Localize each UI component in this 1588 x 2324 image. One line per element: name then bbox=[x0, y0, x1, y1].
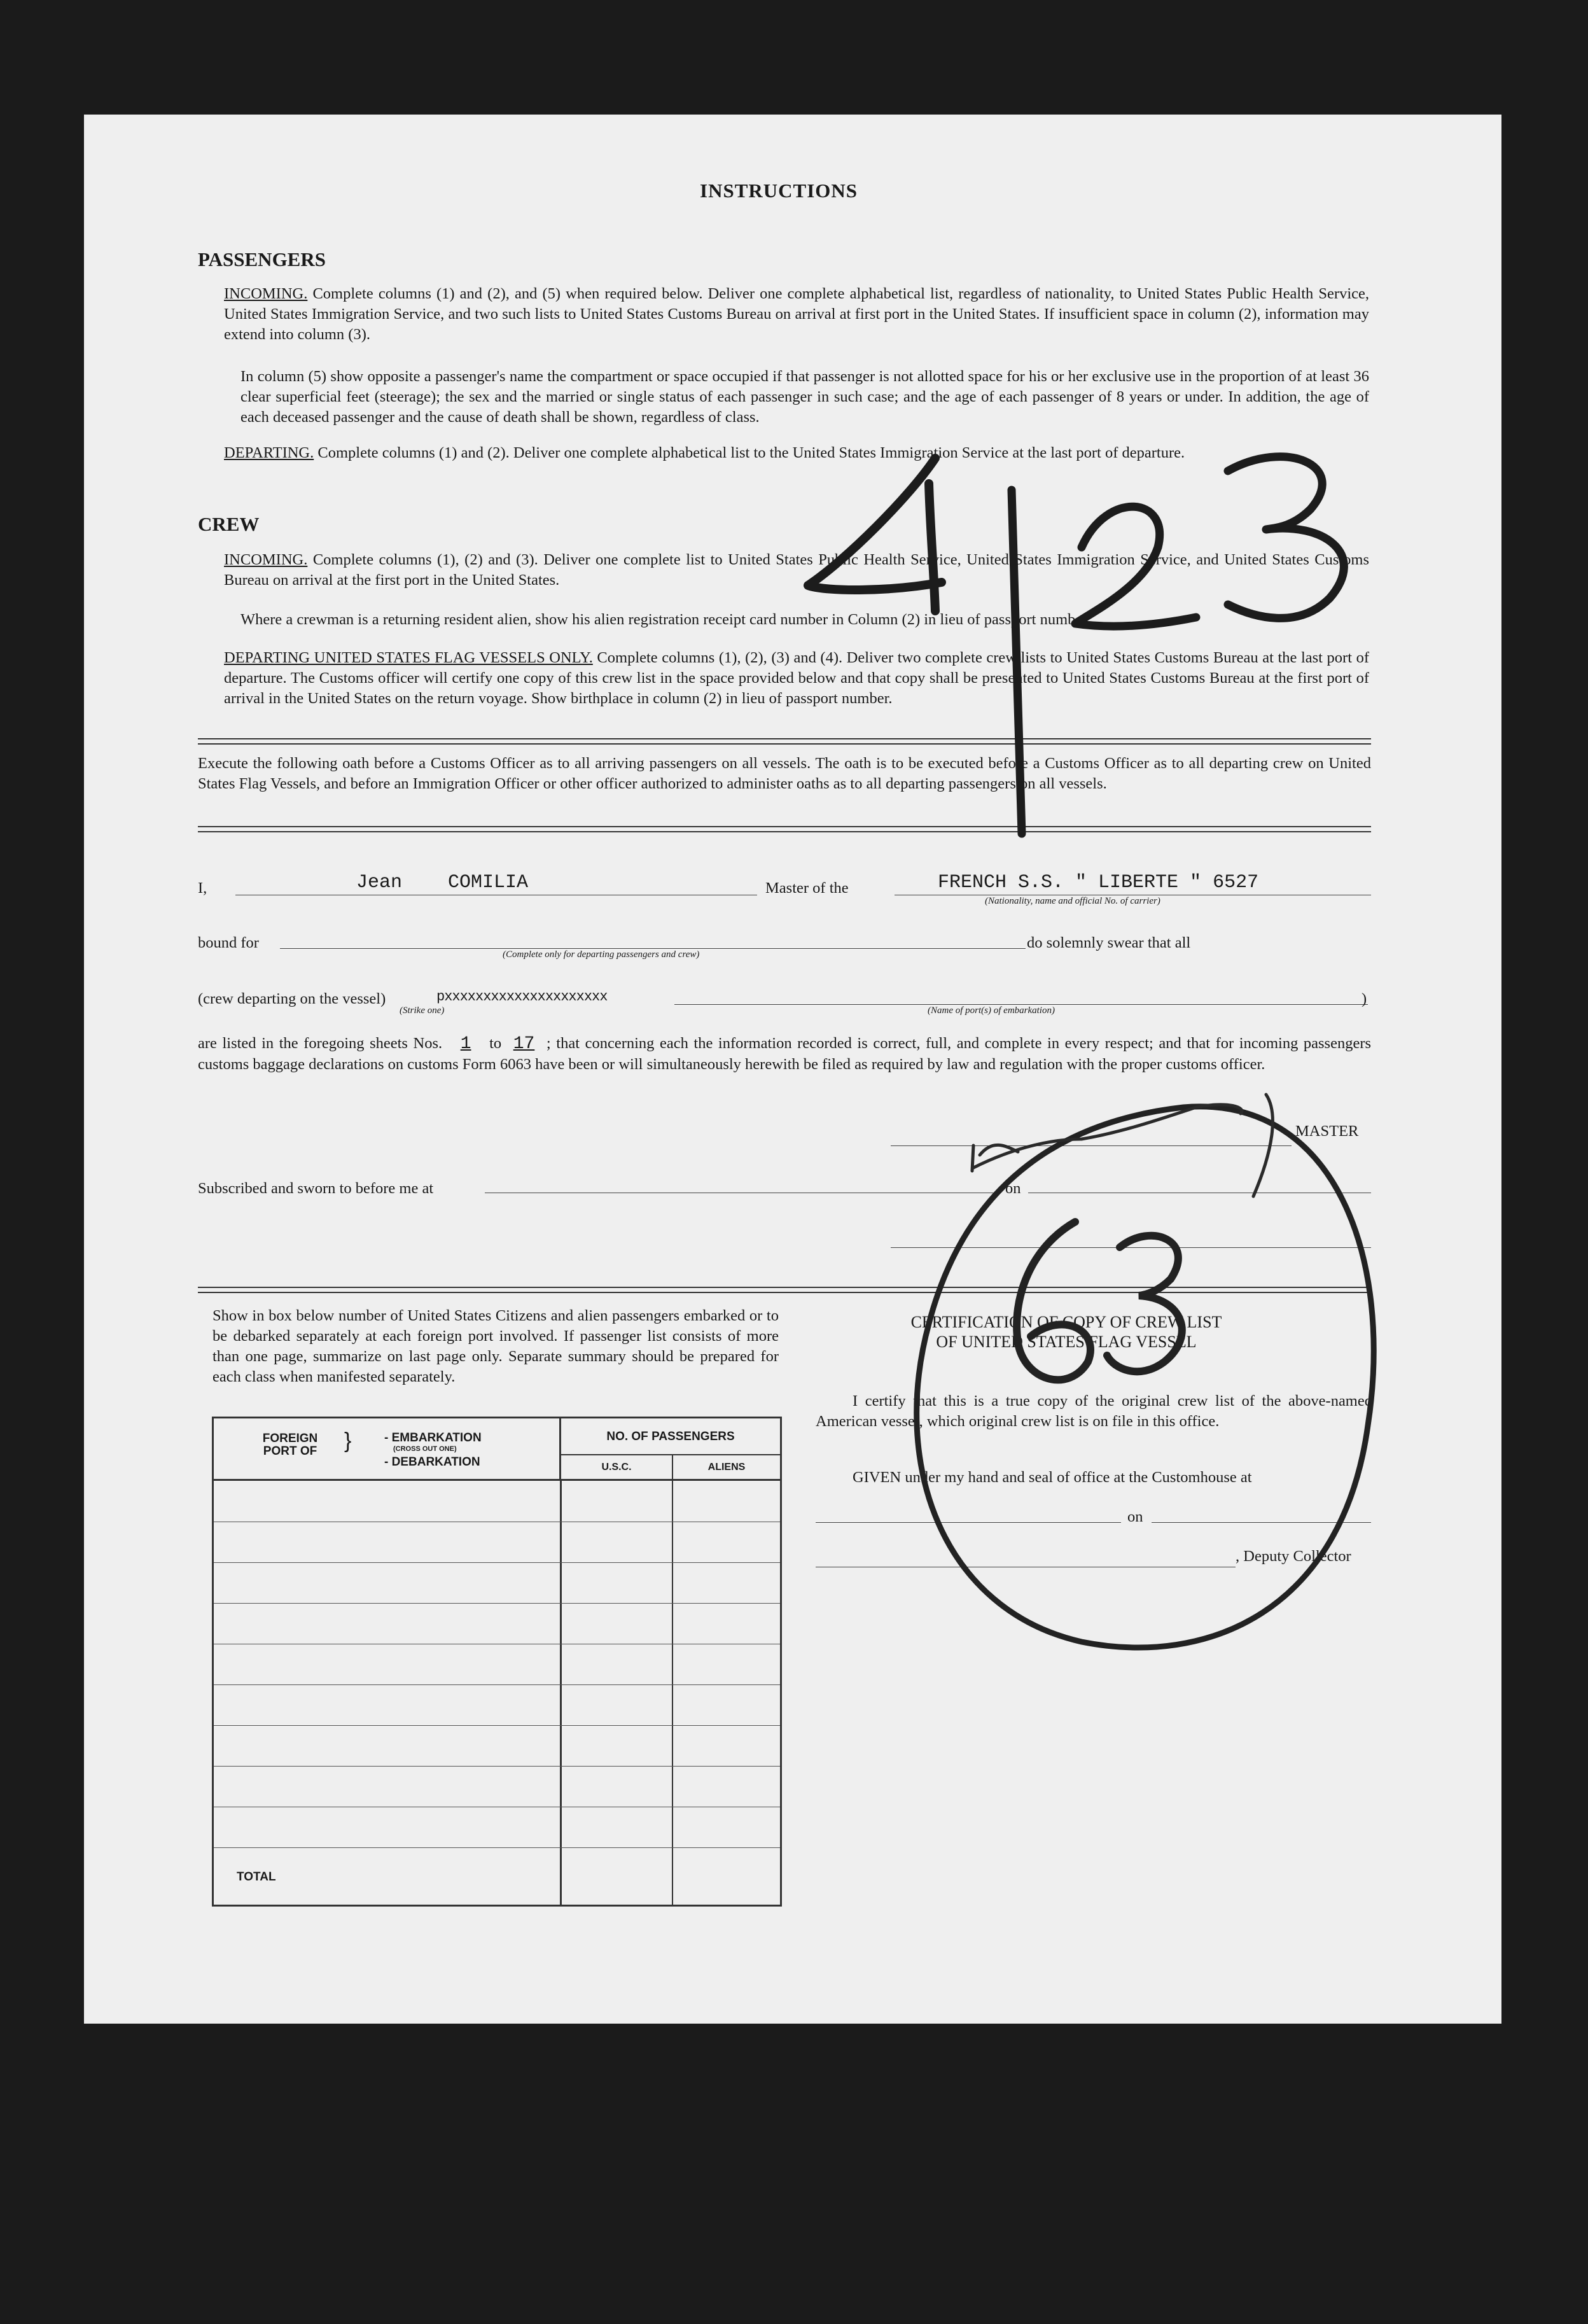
sheets-suffix: ; that concerning each the information recorded is correct, full, and complete in every respect; and that for incoming passengers customs baggage declarations on customs Form 6063 have been or will simultaneously herewith be filed as required by law and regulation with the proper customs officer. bbox=[198, 1035, 1372, 1073]
crew-returning-text: Where a crewman is a returning resident alien, show his alien registration receipt card number in Column (2) in lieu of passport number. bbox=[240, 611, 1091, 628]
page-title: INSTRUCTIONS bbox=[700, 179, 858, 202]
certification-given-text: GIVEN under my hand and seal of office at the Customhouse at bbox=[853, 1469, 1252, 1486]
crew-departing-label: DEPARTING UNITED STATES FLAG VESSELS ONLY. bbox=[224, 649, 593, 666]
certification-title-line2: OF UNITED STATES FLAG VESSEL bbox=[936, 1333, 1197, 1351]
crew-departing-text: Complete columns (1), (2), (3) and (4). Deliver two complete crew lists to United States Customs Bureau at the last port of departure. The Customs officer will certify one copy of this crew list in the space provided below and that copy shall be presented to United States Customs Bureau at the first port of arrival in the United States on the return voyage. Show birthplace in column (2) in lieu of passport number. bbox=[224, 649, 1369, 707]
sheet-from: 1 bbox=[460, 1034, 471, 1054]
passengers-incoming-label: INCOMING. bbox=[224, 285, 308, 302]
brace-icon: } bbox=[344, 1429, 352, 1453]
total-label: TOTAL bbox=[237, 1870, 276, 1884]
sheets-prefix: are listed in the foregoing sheets Nos. bbox=[198, 1035, 443, 1052]
subscribed-on-label: on bbox=[1005, 1180, 1021, 1197]
subscribed-label: Subscribed and sworn to before me at bbox=[198, 1180, 434, 1197]
passengers-departing-text: Complete columns (1) and (2). Deliver one complete alphabetical list to the United States Immigration Service at the last port of departure. bbox=[317, 444, 1185, 461]
foreign-port-label: FOREIGN PORT OF bbox=[262, 1432, 318, 1458]
strike-caption: (Strike one) bbox=[400, 1005, 445, 1016]
aliens-label: ALIENS bbox=[673, 1455, 780, 1481]
master-label: MASTER bbox=[1295, 1123, 1359, 1140]
passengers-count-label: NO. OF PASSENGERS bbox=[561, 1418, 780, 1455]
ports-caption: (Name of port(s) of embarkation) bbox=[928, 1005, 1055, 1016]
passengers-departing-label: DEPARTING. bbox=[224, 444, 314, 461]
oath-intro: Execute the following oath before a Customs Officer as to all arriving passengers on all vessels. The oath is to be executed before a Customs Officer as to all departing crew on United States Flag Vessels, and before an Immigration Officer or other officer authorized to administer oaths as to all departing passengers on all vessels. bbox=[198, 755, 1371, 792]
deputy-collector-label: , Deputy Collector bbox=[1236, 1548, 1351, 1565]
crew-heading: CREW bbox=[198, 513, 260, 535]
crew-departing-label: (crew departing on the vessel) bbox=[198, 990, 386, 1007]
circled-63 bbox=[917, 1107, 1374, 1648]
vessel-caption: (Nationality, name and official No. of carrier) bbox=[985, 896, 1160, 906]
passengers-incoming-text: Complete columns (1) and (2), and (5) when required below. Deliver one complete alphabetical list, regardless of nationality, to United States Public Health Service, United States Immigration Service, and two such lists to United States Customs Bureau on arrival at first port in the United States. If insufficient space in column (2), information may extend into column (3). bbox=[224, 285, 1370, 343]
certification-title-line1: CERTIFICATION OF COPY OF CREW LIST bbox=[910, 1313, 1222, 1331]
cross-out-label: (CROSS OUT ONE) bbox=[393, 1445, 457, 1453]
crew-incoming-label: INCOMING. bbox=[224, 551, 308, 568]
passengers-column5-text: In column (5) show opposite a passenger's name the compartment or space occupied if that passenger is not allotted space for his or her exclusive use in the proportion of at least 36 clear superficial feet (steerage); the sex and the married or single status of each passenger in such case; and the age of each passenger of 8 years or under. In addition, the age of each deceased passenger and the cause of death shall be shown, regardless of class. bbox=[240, 368, 1369, 426]
swear-text: do solemnly swear that all bbox=[1027, 934, 1191, 951]
certification-text: I certify that this is a true copy of the original crew list of the above-named American vessel, which original crew list is on file in this office. bbox=[816, 1392, 1372, 1430]
usc-label: U.S.C. bbox=[561, 1455, 673, 1481]
certification-on-label: on bbox=[1127, 1508, 1143, 1525]
handwritten-4-23 bbox=[808, 457, 1344, 834]
oath-master-of-label: Master of the bbox=[765, 879, 849, 897]
passengers-heading: PASSENGERS bbox=[198, 248, 326, 270]
sheet-to: 17 bbox=[513, 1034, 535, 1054]
debarkation-label: - DEBARKATION bbox=[384, 1455, 480, 1469]
bound-for-label: bound for bbox=[198, 934, 259, 951]
summary-instructions: Show in box below number of United States Citizens and alien passengers embarked or to be debarked separately at each foreign port involved. If passenger list consists of more than one page, summarize on last page only. Separate summary should be prepared for each class when manifested separately. bbox=[212, 1307, 779, 1385]
master-name: Jean COMILIA bbox=[356, 872, 529, 893]
crew-incoming-text: Complete columns (1), (2) and (3). Deliver one complete list to United States Public Health Service, United States Immigration Service, and United States Customs Bureau on arrival at the first port in the United States. bbox=[224, 551, 1369, 589]
struck-text: pxxxxxxxxxxxxxxxxxxxxx bbox=[436, 989, 608, 1005]
bound-for-caption: (Complete only for departing passengers and crew) bbox=[503, 949, 700, 960]
sheets-to-label: to bbox=[489, 1035, 502, 1052]
oath-i-label: I, bbox=[198, 879, 207, 897]
embarkation-label: - EMBARKATION bbox=[384, 1431, 482, 1445]
vessel-name: FRENCH S.S. " LIBERTE " 6527 bbox=[938, 872, 1259, 893]
ports-close-paren: ) bbox=[1362, 990, 1367, 1007]
